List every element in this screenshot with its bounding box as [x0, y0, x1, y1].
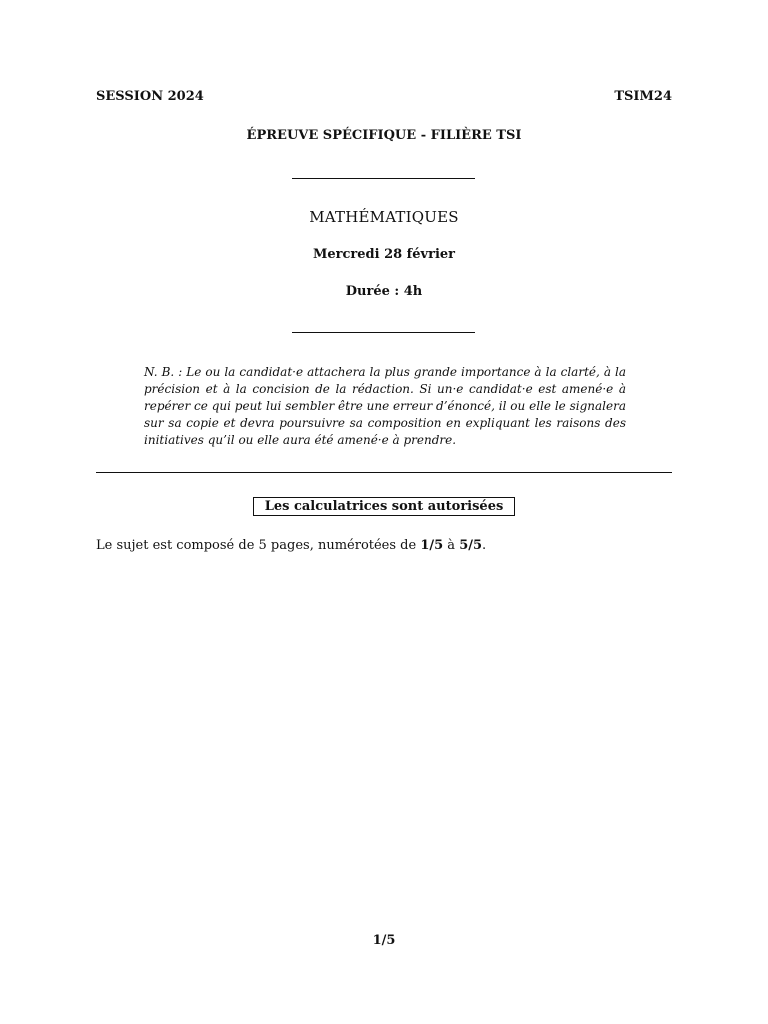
- bottom-divider: [292, 332, 475, 333]
- full-width-divider: [96, 472, 672, 473]
- pages-info: [96, 538, 486, 553]
- pages-info-prefix: Le sujet est composé de 5 pages, numérotées de: [96, 538, 421, 553]
- page-number: 1/5: [372, 933, 396, 948]
- pages-info-last: 5/5: [459, 538, 483, 553]
- exam-duration: Durée : 4h: [345, 284, 423, 299]
- top-divider: [292, 178, 475, 179]
- exam-date: Mercredi 28 février: [312, 247, 456, 262]
- pages-info-first: 1/5: [420, 538, 444, 553]
- pages-info-middle: à: [443, 538, 460, 553]
- calculators-notice: Les calculatrices sont autorisées: [253, 497, 515, 516]
- session-label: SESSION 2024: [96, 89, 204, 104]
- subject-title: MATHÉMATIQUES: [309, 208, 459, 226]
- exam-code: TSIM24: [614, 89, 672, 104]
- epreuve-title: ÉPREUVE SPÉCIFIQUE - FILIÈRE TSI: [246, 128, 522, 143]
- instructions-note: N. B. : Le ou la candidat·e attachera la plus grande importance à la clarté, à la précision et à la concision de la rédaction. Si un·e candidat·e est amené·e à repérer ce qui peut lui sembler être une erreur d’énoncé, il ou elle le signalera sur sa copie et devra poursuivre sa composition en expliquant les raisons des initiatives qu’il ou elle aura été amené·e à prendre.: [144, 365, 626, 447]
- pages-info-suffix: .: [482, 538, 487, 553]
